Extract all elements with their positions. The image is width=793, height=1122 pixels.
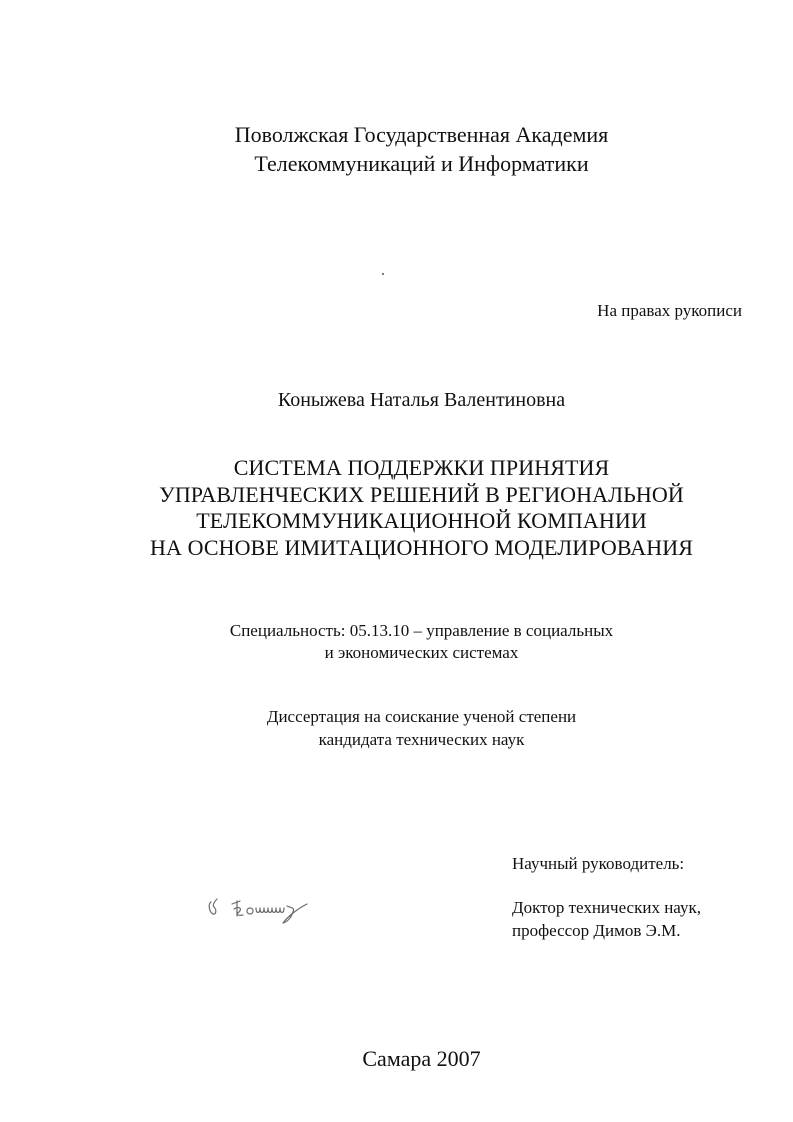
city-year: Самара 2007: [362, 1046, 481, 1071]
title-line-3: ТЕЛЕКОММУНИКАЦИОННОЙ КОМПАНИИ: [196, 508, 647, 533]
institution-line-2: Телекоммуникаций и Информатики: [254, 151, 589, 176]
degree-line-2: кандидата технических наук: [318, 730, 525, 749]
supervisor-degree: Доктор технических наук,: [512, 898, 701, 917]
specialty-line-2: и экономических системах: [324, 643, 519, 662]
supervisor-details: [512, 896, 701, 942]
supervisor-name: профессор Димов Э.М.: [512, 921, 681, 940]
title-line-4: НА ОСНОВЕ ИМИТАЦИОННОГО МОДЕЛИРОВАНИЯ: [150, 534, 693, 560]
institution-name: [25, 120, 793, 178]
handwritten-scribble: [203, 892, 318, 926]
manuscript-rights-note: На правах рукописи: [597, 301, 742, 320]
specialty-line-1: Специальность: 05.13.10 – управление в социальных: [229, 621, 614, 640]
degree-statement: [25, 705, 793, 751]
title-line-2: УПРАВЛЕНЧЕСКИХ РЕШЕНИЙ В РЕГИОНАЛЬНОЙ: [159, 481, 684, 507]
supervisor-label: Научный руководитель:: [512, 854, 685, 873]
degree-line-1: Диссертация на соискание ученой степени: [266, 707, 577, 726]
specialty: [25, 620, 793, 664]
title-line-1: СИСТЕМА ПОДДЕРЖКИ ПРИНЯТИЯ: [233, 455, 610, 480]
handwritten-signature: [203, 892, 318, 926]
institution-line-1: Поволжская Государственная Академия: [234, 122, 609, 147]
author-name: Коныжева Наталья Валентиновна: [277, 389, 566, 411]
dissertation-title: [25, 455, 793, 561]
scan-speck: [382, 273, 384, 275]
